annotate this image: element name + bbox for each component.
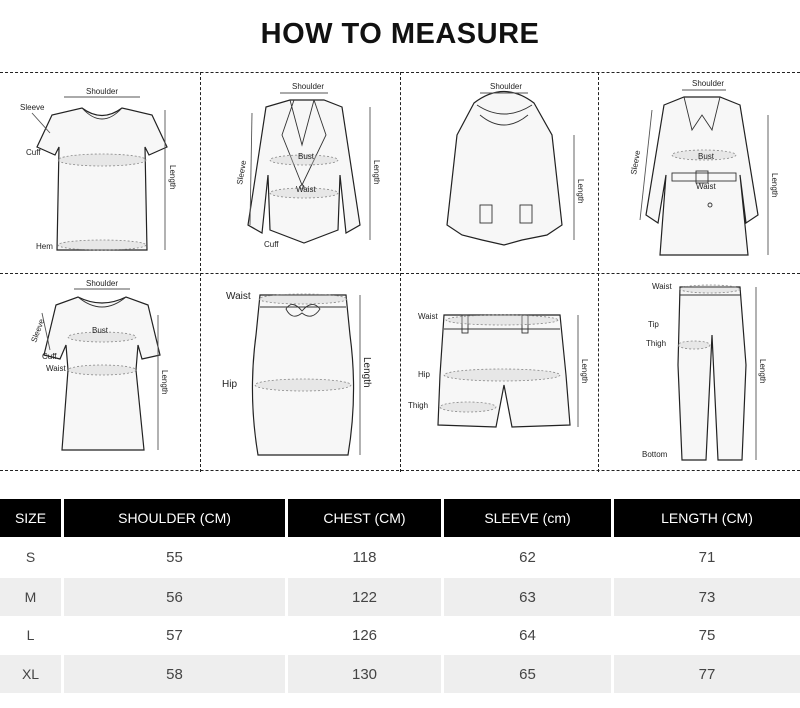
length-label: Length	[160, 370, 169, 395]
cell-shoulder: 58	[64, 655, 285, 693]
waist-label: Waist	[652, 282, 672, 291]
hem-label: Hem	[36, 242, 53, 251]
bust-label: Bust	[698, 152, 715, 161]
shoulder-label: Shoulder	[86, 279, 119, 288]
sleeve-label: Sleeve	[629, 149, 643, 176]
length-label: Length	[758, 359, 767, 384]
cell-length: 71	[698, 548, 716, 566]
header-shoulder: SHOULDER (CM)	[64, 499, 285, 537]
cell-chest: 122	[288, 578, 441, 616]
shoulder-label: Shoulder	[292, 82, 325, 91]
tip-label: Tip	[648, 320, 659, 329]
length-label: Length	[770, 173, 779, 198]
shoulder-label: Shoulder	[490, 82, 523, 91]
cell-sleeve: 63	[444, 578, 611, 616]
cell-size: XL	[0, 655, 61, 693]
thigh-label: Thigh	[646, 339, 667, 348]
cell-size: S	[25, 549, 36, 565]
cell-chest: 126	[351, 626, 378, 644]
skirt-diagram	[202, 275, 398, 471]
waist-label: Waist	[226, 291, 251, 302]
t-shirt-diagram	[2, 75, 198, 271]
cell-length: 73	[614, 578, 800, 616]
length-label: Length	[168, 165, 177, 190]
cuff-label: Cuff	[26, 148, 41, 157]
page-title: HOW TO MEASURE	[260, 18, 540, 50]
cell-chest: 118	[352, 548, 377, 566]
sleeve-label: Sleeve	[235, 159, 249, 186]
divider	[598, 72, 599, 472]
measurement-diagrams	[0, 72, 800, 472]
cell-shoulder: 56	[64, 578, 285, 616]
header-length: LENGTH (CM)	[614, 499, 800, 537]
header-sleeve: SLEEVE (cm)	[444, 499, 611, 537]
table-row	[0, 655, 800, 693]
header-chest: CHEST (CM)	[288, 499, 441, 537]
belted-coat-diagram	[600, 75, 796, 271]
cell-sleeve: 65	[444, 655, 611, 693]
table-row	[0, 616, 800, 654]
hip-label: Hip	[418, 370, 431, 379]
shorts-diagram	[402, 275, 598, 471]
cell-sleeve: 62	[519, 548, 536, 566]
dress-diagram	[2, 275, 198, 471]
waist-label: Waist	[46, 364, 66, 373]
length-label: Length	[372, 160, 381, 185]
divider	[200, 72, 201, 472]
cell-length: 77	[614, 655, 800, 693]
pants-diagram	[600, 275, 796, 471]
length-label: Length	[576, 179, 585, 204]
table-row	[0, 538, 800, 576]
cell-chest: 130	[288, 655, 441, 693]
divider	[400, 72, 401, 472]
cell-shoulder: 57	[166, 626, 183, 644]
cell-sleeve: 64	[519, 626, 536, 644]
cell-size: L	[26, 627, 35, 643]
thigh-label: Thigh	[408, 401, 429, 410]
length-label: Length	[361, 357, 372, 388]
table-header	[0, 499, 800, 537]
cell-length: 75	[698, 626, 716, 644]
sleeve-label: Sleeve	[20, 103, 45, 112]
shoulder-label: Shoulder	[86, 87, 119, 96]
waist-label: Waist	[418, 312, 438, 321]
header-size: SIZE	[0, 499, 61, 537]
table-row	[0, 578, 800, 616]
sleeve-label: Sleeve	[29, 317, 47, 344]
blazer-diagram	[202, 75, 398, 271]
cell-shoulder: 55	[166, 548, 183, 566]
cuff-label: Cuff	[264, 240, 279, 249]
waist-label: Waist	[696, 182, 716, 191]
waist-label: Waist	[296, 185, 316, 194]
length-label: Length	[580, 359, 589, 384]
bust-label: Bust	[92, 326, 109, 335]
hooded-coat-diagram	[402, 75, 598, 271]
hip-label: Hip	[222, 379, 238, 390]
cell-size: M	[0, 578, 61, 616]
shoulder-label: Shoulder	[692, 79, 725, 88]
cuff-label: Cuff	[42, 352, 57, 361]
bottom-label: Bottom	[642, 450, 668, 459]
bust-label: Bust	[298, 152, 315, 161]
